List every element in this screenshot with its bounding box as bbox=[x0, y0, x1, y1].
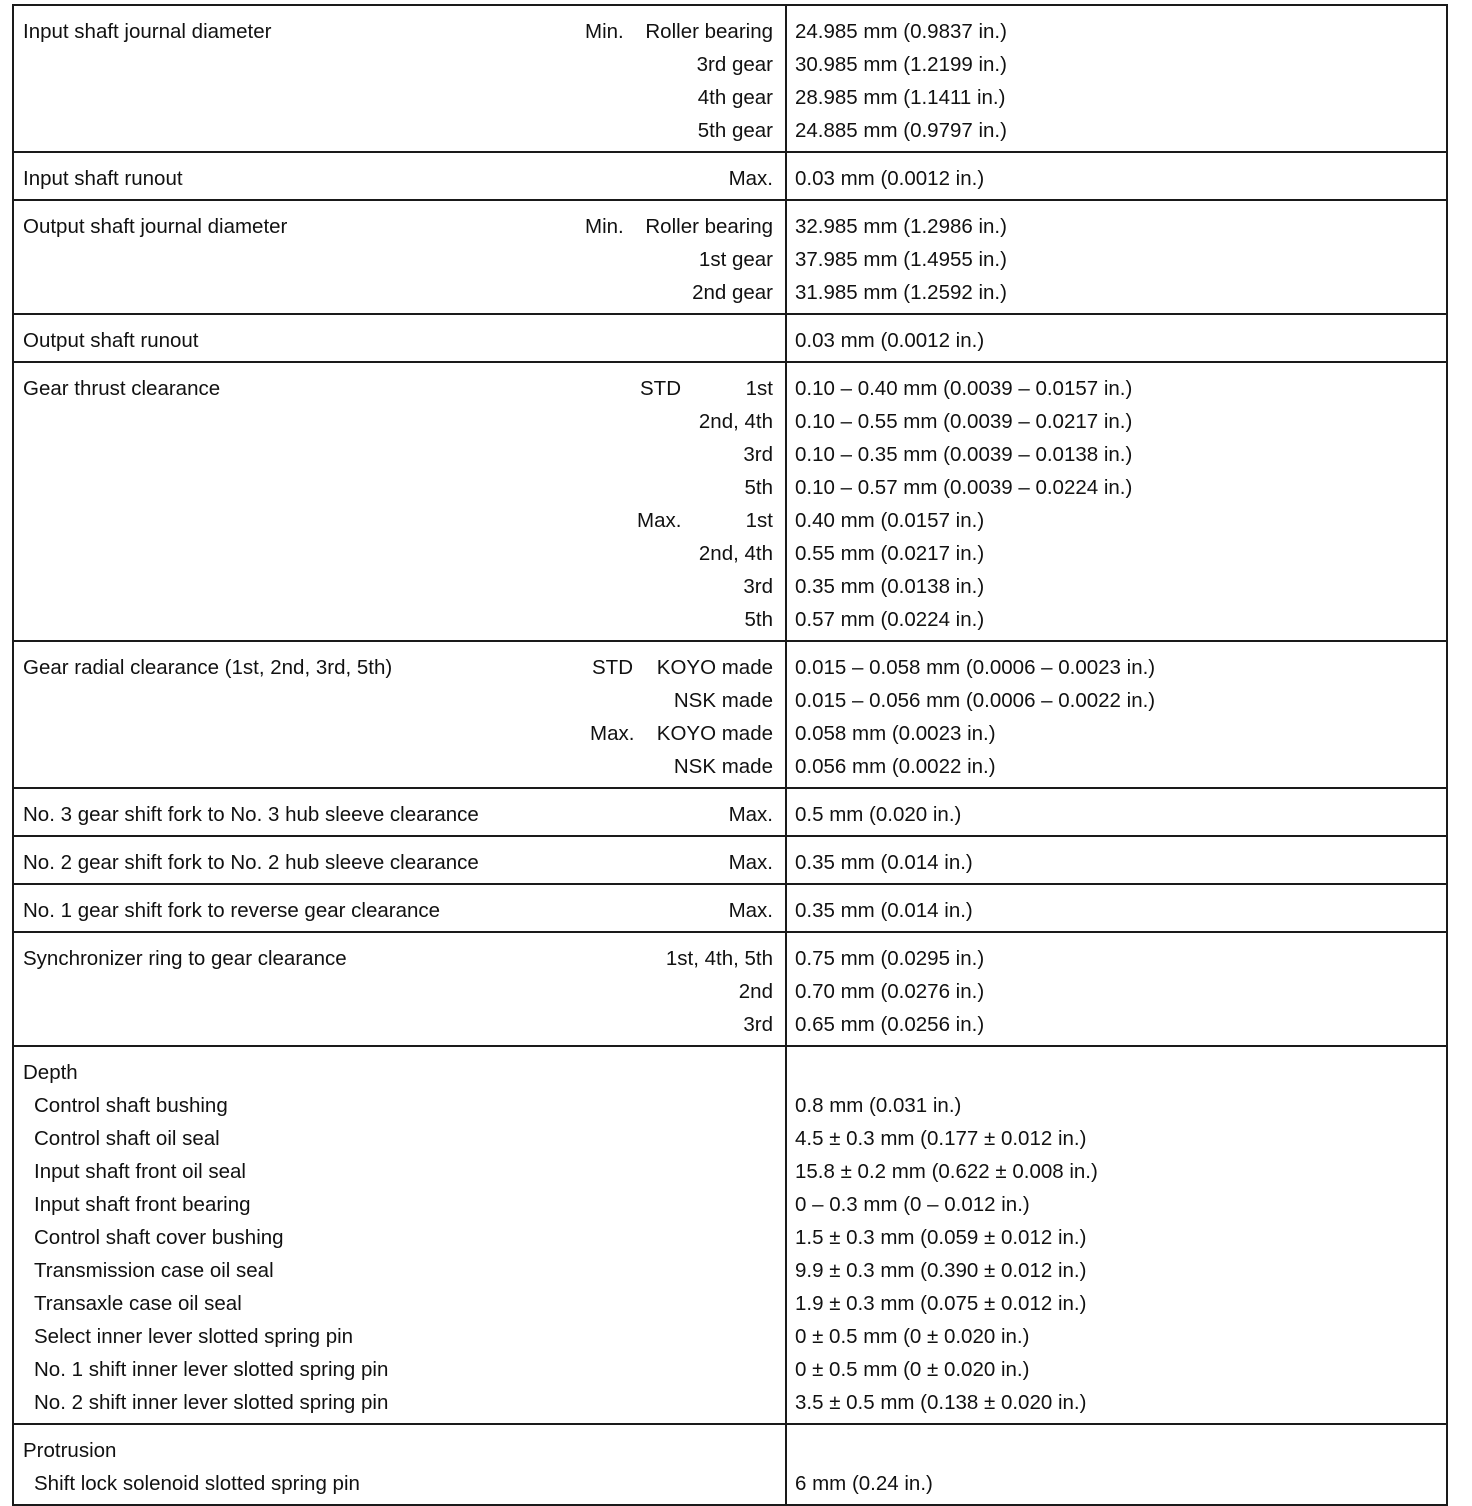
spec-line bbox=[23, 405, 773, 438]
spec-value: 0 – 0.3 mm (0 – 0.012 in.) bbox=[795, 1193, 1030, 1216]
spec-line bbox=[23, 894, 773, 927]
spec-value: 0.5 mm (0.020 in.) bbox=[795, 803, 962, 826]
spec-line bbox=[23, 1434, 773, 1467]
spec-condition: Max. bbox=[728, 167, 773, 190]
spec-sub-label: Select inner lever slotted spring pin bbox=[34, 1325, 354, 1348]
spec-condition: 3rd bbox=[743, 443, 773, 466]
spec-line bbox=[23, 15, 773, 48]
spec-line bbox=[23, 1188, 773, 1221]
spec-section bbox=[13, 641, 1447, 788]
spec-value: 0.056 mm (0.0022 in.) bbox=[795, 755, 996, 778]
spec-section bbox=[13, 152, 1447, 200]
spec-sub-label: Transmission case oil seal bbox=[34, 1259, 274, 1282]
spec-line bbox=[23, 162, 773, 195]
spec-label-cell bbox=[13, 788, 786, 836]
spec-condition: 5th bbox=[744, 608, 773, 631]
spec-value-cell bbox=[786, 200, 1447, 314]
spec-line bbox=[23, 603, 773, 636]
spec-value-cell bbox=[786, 641, 1447, 788]
spec-line bbox=[23, 1221, 773, 1254]
spec-value-cell bbox=[786, 1046, 1447, 1424]
spec-label-cell bbox=[13, 884, 786, 932]
spec-line bbox=[23, 942, 773, 975]
spec-condition: NSK made bbox=[673, 755, 773, 778]
spec-value: 0.75 mm (0.0295 in.) bbox=[795, 947, 985, 970]
spec-value: 0.40 mm (0.0157 in.) bbox=[795, 509, 985, 532]
spec-line bbox=[23, 846, 773, 879]
spec-condition: Roller bearing bbox=[645, 215, 773, 238]
spec-section bbox=[13, 932, 1447, 1046]
spec-value: 0 ± 0.5 mm (0 ± 0.020 in.) bbox=[795, 1358, 1030, 1381]
spec-value: 28.985 mm (1.1411 in.) bbox=[795, 86, 1006, 109]
spec-label: No. 2 gear shift fork to No. 2 hub sleeve clearance bbox=[23, 851, 479, 874]
spec-label-cell bbox=[13, 1424, 786, 1505]
spec-table bbox=[12, 4, 1448, 1506]
spec-condition: 2nd bbox=[738, 980, 773, 1003]
spec-line bbox=[23, 1353, 773, 1386]
spec-value: 0.10 – 0.35 mm (0.0039 – 0.0138 in.) bbox=[795, 443, 1133, 466]
spec-line bbox=[23, 798, 773, 831]
spec-condition: 3rd bbox=[743, 1013, 773, 1036]
spec-label: No. 1 gear shift fork to reverse gear clearance bbox=[23, 899, 441, 922]
spec-sub-label: Transaxle case oil seal bbox=[34, 1292, 242, 1315]
spec-value: 0.03 mm (0.0012 in.) bbox=[795, 167, 985, 190]
spec-line bbox=[23, 1008, 773, 1041]
spec-condition: 3rd gear bbox=[696, 53, 773, 76]
spec-condition: 5th bbox=[744, 476, 773, 499]
spec-line bbox=[23, 1287, 773, 1320]
spec-value-cell bbox=[786, 314, 1447, 362]
spec-sub-label: Control shaft bushing bbox=[34, 1094, 228, 1117]
spec-line bbox=[23, 1320, 773, 1353]
spec-label: No. 3 gear shift fork to No. 3 hub sleeve clearance bbox=[23, 803, 479, 826]
spec-section bbox=[13, 200, 1447, 314]
spec-value: 15.8 ± 0.2 mm (0.622 ± 0.008 in.) bbox=[795, 1160, 1098, 1183]
spec-condition: 1st gear bbox=[698, 248, 773, 271]
spec-line bbox=[23, 1155, 773, 1188]
spec-line bbox=[23, 1467, 773, 1500]
spec-line bbox=[23, 114, 773, 147]
spec-label-cell bbox=[13, 1046, 786, 1424]
spec-value: 0.8 mm (0.031 in.) bbox=[795, 1094, 962, 1117]
spec-label-cell bbox=[13, 5, 786, 152]
spec-condition: 1st, 4th, 5th bbox=[665, 947, 773, 970]
spec-label-cell bbox=[13, 152, 786, 200]
spec-line bbox=[23, 471, 773, 504]
spec-label: Protrusion bbox=[23, 1439, 117, 1462]
spec-sub-label: Control shaft cover bushing bbox=[34, 1226, 284, 1249]
spec-condition: NSK made bbox=[673, 689, 773, 712]
spec-label: Output shaft runout bbox=[23, 329, 199, 352]
spec-label-cell bbox=[13, 200, 786, 314]
spec-line bbox=[23, 684, 773, 717]
spec-section bbox=[13, 5, 1447, 152]
spec-value-cell bbox=[786, 788, 1447, 836]
spec-label-cell bbox=[13, 314, 786, 362]
spec-label: Gear thrust clearance bbox=[23, 377, 221, 400]
spec-section bbox=[13, 1424, 1447, 1505]
spec-condition: 1st bbox=[745, 509, 773, 532]
spec-value: 32.985 mm (1.2986 in.) bbox=[795, 215, 1007, 238]
spec-label-cell bbox=[13, 362, 786, 641]
spec-condition: 3rd bbox=[743, 575, 773, 598]
spec-section bbox=[13, 362, 1447, 641]
spec-line bbox=[23, 372, 773, 405]
spec-label: Output shaft journal diameter bbox=[23, 215, 288, 238]
spec-value: 0.57 mm (0.0224 in.) bbox=[795, 608, 985, 631]
spec-qualifier: Min. bbox=[585, 20, 624, 43]
spec-label: Input shaft journal diameter bbox=[23, 20, 272, 43]
spec-sub-label: No. 1 shift inner lever slotted spring pin bbox=[34, 1358, 389, 1381]
spec-line bbox=[23, 975, 773, 1008]
spec-value-cell bbox=[786, 362, 1447, 641]
spec-line bbox=[23, 243, 773, 276]
spec-line bbox=[23, 81, 773, 114]
spec-value: 9.9 ± 0.3 mm (0.390 ± 0.012 in.) bbox=[795, 1259, 1087, 1282]
spec-sub-label: Input shaft front oil seal bbox=[34, 1160, 246, 1183]
spec-qualifier: STD bbox=[640, 377, 681, 400]
spec-qualifier: STD bbox=[592, 656, 633, 679]
spec-value-cell bbox=[786, 152, 1447, 200]
spec-sub-label: Input shaft front bearing bbox=[34, 1193, 251, 1216]
spec-value-cell bbox=[786, 884, 1447, 932]
spec-label: Input shaft runout bbox=[23, 167, 183, 190]
spec-value: 0 ± 0.5 mm (0 ± 0.020 in.) bbox=[795, 1325, 1030, 1348]
spec-value-cell bbox=[786, 5, 1447, 152]
spec-section bbox=[13, 836, 1447, 884]
spec-condition: KOYO made bbox=[656, 722, 773, 745]
spec-value: 30.985 mm (1.2199 in.) bbox=[795, 53, 1007, 76]
spec-line bbox=[23, 48, 773, 81]
spec-condition: 2nd, 4th bbox=[698, 410, 773, 433]
spec-line bbox=[23, 438, 773, 471]
spec-sub-label: Shift lock solenoid slotted spring pin bbox=[34, 1472, 360, 1495]
spec-qualifier: Max. bbox=[637, 509, 682, 532]
spec-label: Synchronizer ring to gear clearance bbox=[23, 947, 347, 970]
spec-section bbox=[13, 884, 1447, 932]
spec-line bbox=[23, 1089, 773, 1122]
spec-value: 0.10 – 0.57 mm (0.0039 – 0.0224 in.) bbox=[795, 476, 1133, 499]
spec-value: 0.10 – 0.55 mm (0.0039 – 0.0217 in.) bbox=[795, 410, 1133, 433]
spec-qualifier: Min. bbox=[585, 215, 624, 238]
spec-condition: 5th gear bbox=[697, 119, 773, 142]
spec-body bbox=[13, 5, 1447, 1505]
spec-value: 1.9 ± 0.3 mm (0.075 ± 0.012 in.) bbox=[795, 1292, 1087, 1315]
spec-line bbox=[23, 324, 773, 357]
spec-label-cell bbox=[13, 641, 786, 788]
spec-value: 0.058 mm (0.0023 in.) bbox=[795, 722, 996, 745]
spec-line bbox=[23, 1386, 773, 1419]
spec-line bbox=[23, 276, 773, 309]
spec-section bbox=[13, 788, 1447, 836]
spec-value-cell bbox=[786, 836, 1447, 884]
spec-value: 0.70 mm (0.0276 in.) bbox=[795, 980, 985, 1003]
spec-value: 0.35 mm (0.014 in.) bbox=[795, 899, 973, 922]
spec-value: 37.985 mm (1.4955 in.) bbox=[795, 248, 1007, 271]
spec-condition: Roller bearing bbox=[645, 20, 773, 43]
spec-label: Depth bbox=[23, 1061, 78, 1084]
spec-section bbox=[13, 1046, 1447, 1424]
spec-condition: 1st bbox=[745, 377, 773, 400]
spec-line bbox=[23, 210, 773, 243]
spec-value: 24.885 mm (0.9797 in.) bbox=[795, 119, 1007, 142]
spec-qualifier: Max. bbox=[590, 722, 635, 745]
spec-condition: 2nd gear bbox=[692, 281, 773, 304]
spec-line bbox=[23, 651, 773, 684]
spec-section bbox=[13, 314, 1447, 362]
spec-line bbox=[23, 1056, 773, 1089]
spec-condition: Max. bbox=[728, 899, 773, 922]
spec-line bbox=[23, 717, 773, 750]
spec-value: 0.10 – 0.40 mm (0.0039 – 0.0157 in.) bbox=[795, 377, 1133, 400]
spec-value: 1.5 ± 0.3 mm (0.059 ± 0.012 in.) bbox=[795, 1226, 1087, 1249]
spec-sub-label: No. 2 shift inner lever slotted spring pin bbox=[34, 1391, 389, 1414]
spec-value: 0.03 mm (0.0012 in.) bbox=[795, 329, 985, 352]
spec-value bbox=[795, 1434, 1446, 1467]
spec-line bbox=[23, 1122, 773, 1155]
spec-line bbox=[23, 750, 773, 783]
spec-value: 31.985 mm (1.2592 in.) bbox=[795, 281, 1007, 304]
spec-label-cell bbox=[13, 932, 786, 1046]
spec-value-cell bbox=[786, 932, 1447, 1046]
spec-condition: Max. bbox=[728, 803, 773, 826]
spec-condition: 2nd, 4th bbox=[698, 542, 773, 565]
spec-value: 3.5 ± 0.5 mm (0.138 ± 0.020 in.) bbox=[795, 1391, 1087, 1414]
spec-value: 0.35 mm (0.0138 in.) bbox=[795, 575, 985, 598]
spec-condition: Max. bbox=[728, 851, 773, 874]
spec-sub-label: Control shaft oil seal bbox=[34, 1127, 220, 1150]
spec-value: 6 mm (0.24 in.) bbox=[795, 1472, 933, 1495]
spec-condition: KOYO made bbox=[656, 656, 773, 679]
spec-value: 0.35 mm (0.014 in.) bbox=[795, 851, 973, 874]
spec-value: 0.015 – 0.056 mm (0.0006 – 0.0022 in.) bbox=[795, 689, 1156, 712]
spec-value: 0.65 mm (0.0256 in.) bbox=[795, 1013, 985, 1036]
spec-line bbox=[23, 1254, 773, 1287]
spec-label-cell bbox=[13, 836, 786, 884]
spec-value-cell bbox=[786, 1424, 1447, 1505]
spec-line bbox=[23, 504, 773, 537]
spec-condition: 4th gear bbox=[697, 86, 773, 109]
spec-value: 0.55 mm (0.0217 in.) bbox=[795, 542, 985, 565]
spec-value bbox=[795, 1056, 1446, 1089]
spec-value: 24.985 mm (0.9837 in.) bbox=[795, 20, 1007, 43]
spec-value: 0.015 – 0.058 mm (0.0006 – 0.0023 in.) bbox=[795, 656, 1156, 679]
spec-value: 4.5 ± 0.3 mm (0.177 ± 0.012 in.) bbox=[795, 1127, 1087, 1150]
spec-line bbox=[23, 570, 773, 603]
spec-line bbox=[23, 537, 773, 570]
spec-label: Gear radial clearance (1st, 2nd, 3rd, 5th) bbox=[23, 656, 393, 679]
